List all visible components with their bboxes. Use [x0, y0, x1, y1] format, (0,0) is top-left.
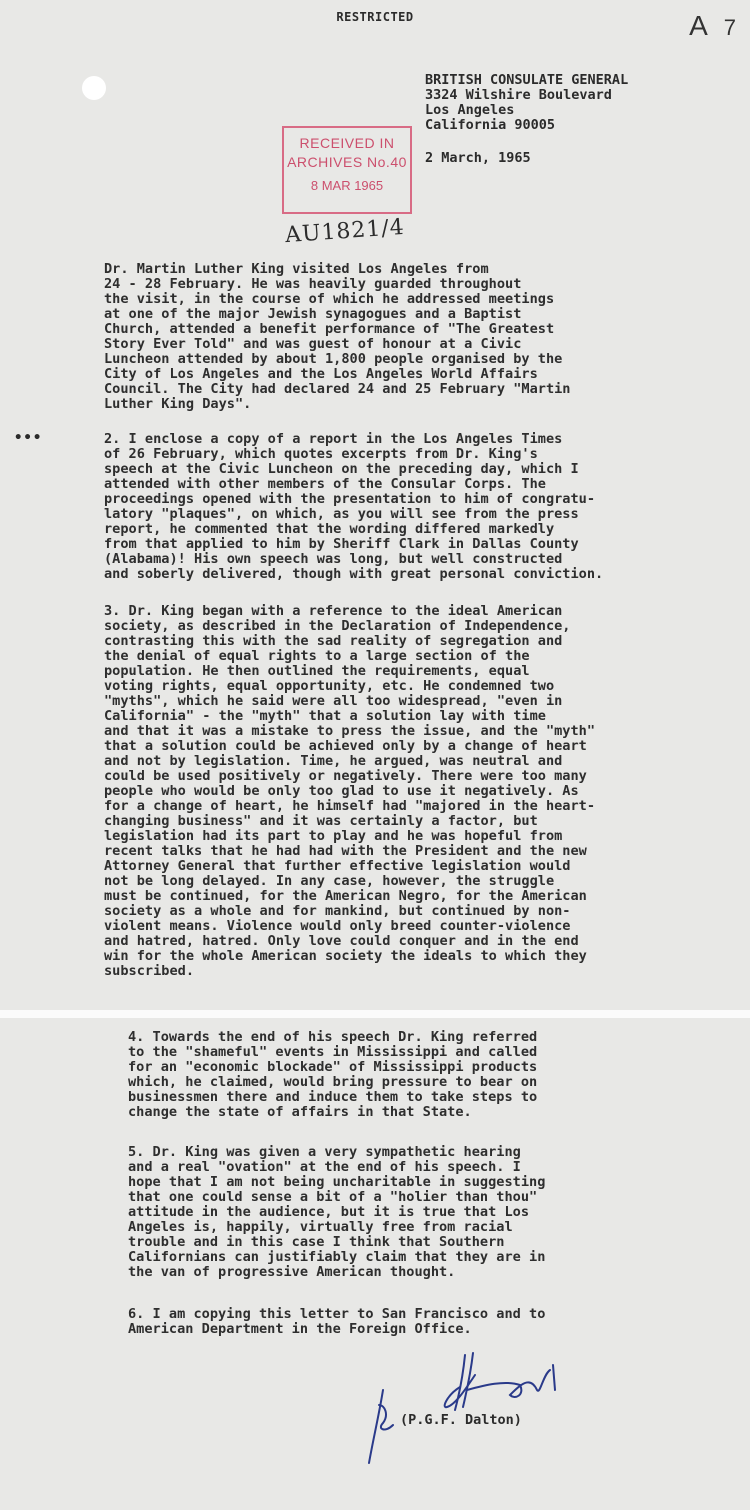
stamp-line-2: ARCHIVES No.40 — [287, 154, 407, 170]
page-mark — [689, 10, 736, 42]
paragraph-4: 4. Towards the end of his speech Dr. King referred to the "shameful" events in Mississippi and called for an "economic blockade" of Mississippi products which, he claimed, would bring pressure to bear on businessmen there and induce them to take steps to change the state of affairs in that State. — [128, 1029, 538, 1120]
letter-date: 2 March, 1965 — [425, 150, 531, 166]
margin-mark: ••• — [14, 430, 43, 446]
signatory-name: (P.G.F. Dalton) — [400, 1412, 522, 1428]
paragraph-2: 2. I enclose a copy of a report in the Los Angeles Times of 26 February, which quotes excerpts from Dr. King's speech at the Civic Luncheon on the preceding day, which I attended with other members of the Consular Corps. The proceedings opened with the presentation to him of congratu- latory "plaques", on which, as you will see from the press report, he commented that the wording differed markedly from that applied to him by Sheriff Clark in Dallas County (Alabama)! His own speech was long, but well constructed and soberly delivered, though with great personal conviction. — [104, 431, 604, 582]
paragraph-3: 3. Dr. King began with a reference to the ideal American society, as described in the Declaration of Independence, contrasting this with the sad reality of segregation and the denial of equal rights to a large section of the population. He then outlined the requirements, equal voting rights, equal opportunity, etc. He condemned two "myths", which he said were all too widespread, "even in California" - the "myth" that a solution lay with time and that it was a mistake to press the issue, and the "myth" that a solution could be achieved only by a change of heart and not by legislation. Time, he argued, was neutral and could be used positively or negatively. There were too many people who would be only too glad to use it negatively. As for a change of heart, he himself had "majored in the heart- changing business" and it was certainly a factor, but legislation had its part to play and he was hopeful from recent talks that he had had with the President and the new Attorney General that further effective legislation would not be long delayed. In any case, however, the struggle must be continued, for the American Negro, for the American society as a whole and for mankind, but continued by non- violent means. Violence would only breed counter-violence and hatred, hatred. Only love could conquer and in the end win for the whole American society the ideals to which they subscribed. — [104, 603, 596, 979]
page-number: 7 — [723, 15, 736, 40]
paragraph-6: 6. I am copying this letter to San Francisco and to American Department in the Foreign Office. — [128, 1306, 546, 1337]
classification-header: RESTRICTED — [336, 10, 414, 24]
page-letter: A — [689, 10, 708, 41]
punch-hole — [82, 76, 106, 100]
address-line: BRITISH CONSULATE GENERAL — [425, 72, 629, 88]
stamp-date: 8 MAR 1965 — [310, 178, 384, 193]
paragraph-5: 5. Dr. King was given a very sympathetic hearing and a real "ovation" at the end of his speech. I hope that I am not being uncharitable in suggesting that one could sense a bit of a "holier than thou" attitude in the audience, but it is true that Los Angeles is, happily, virtually free from racial trouble and in this case I think that Southern Californians can justifiably claim that they are in the van of progressive American thought. — [128, 1144, 546, 1280]
page-divider — [0, 1010, 750, 1018]
paragraph-1: Dr. Martin Luther King visited Los Angeles from 24 - 28 February. He was heavily guarded throughout the visit, in the course of which he addressed meetings at one of the major Jewish synagogues and a Baptist Church, attended a benefit performance of "The Greatest Story Ever Told" and was guest of honour at a Civic Luncheon attended by about 1,800 people organised by the City of Los Angeles and the Los Angeles World Affairs Council. The City had declared 24 and 25 February "Martin Luther King Days". — [104, 261, 571, 412]
stamp-line-1: RECEIVED IN — [299, 135, 395, 151]
address-line: Los Angeles — [425, 102, 515, 118]
address-line: California 90005 — [425, 117, 556, 133]
archives-received-stamp — [282, 126, 412, 214]
handwritten-reference: AU1821/4 — [284, 214, 406, 249]
consulate-address — [425, 73, 628, 133]
address-line: 3324 Wilshire Boulevard — [425, 87, 612, 103]
